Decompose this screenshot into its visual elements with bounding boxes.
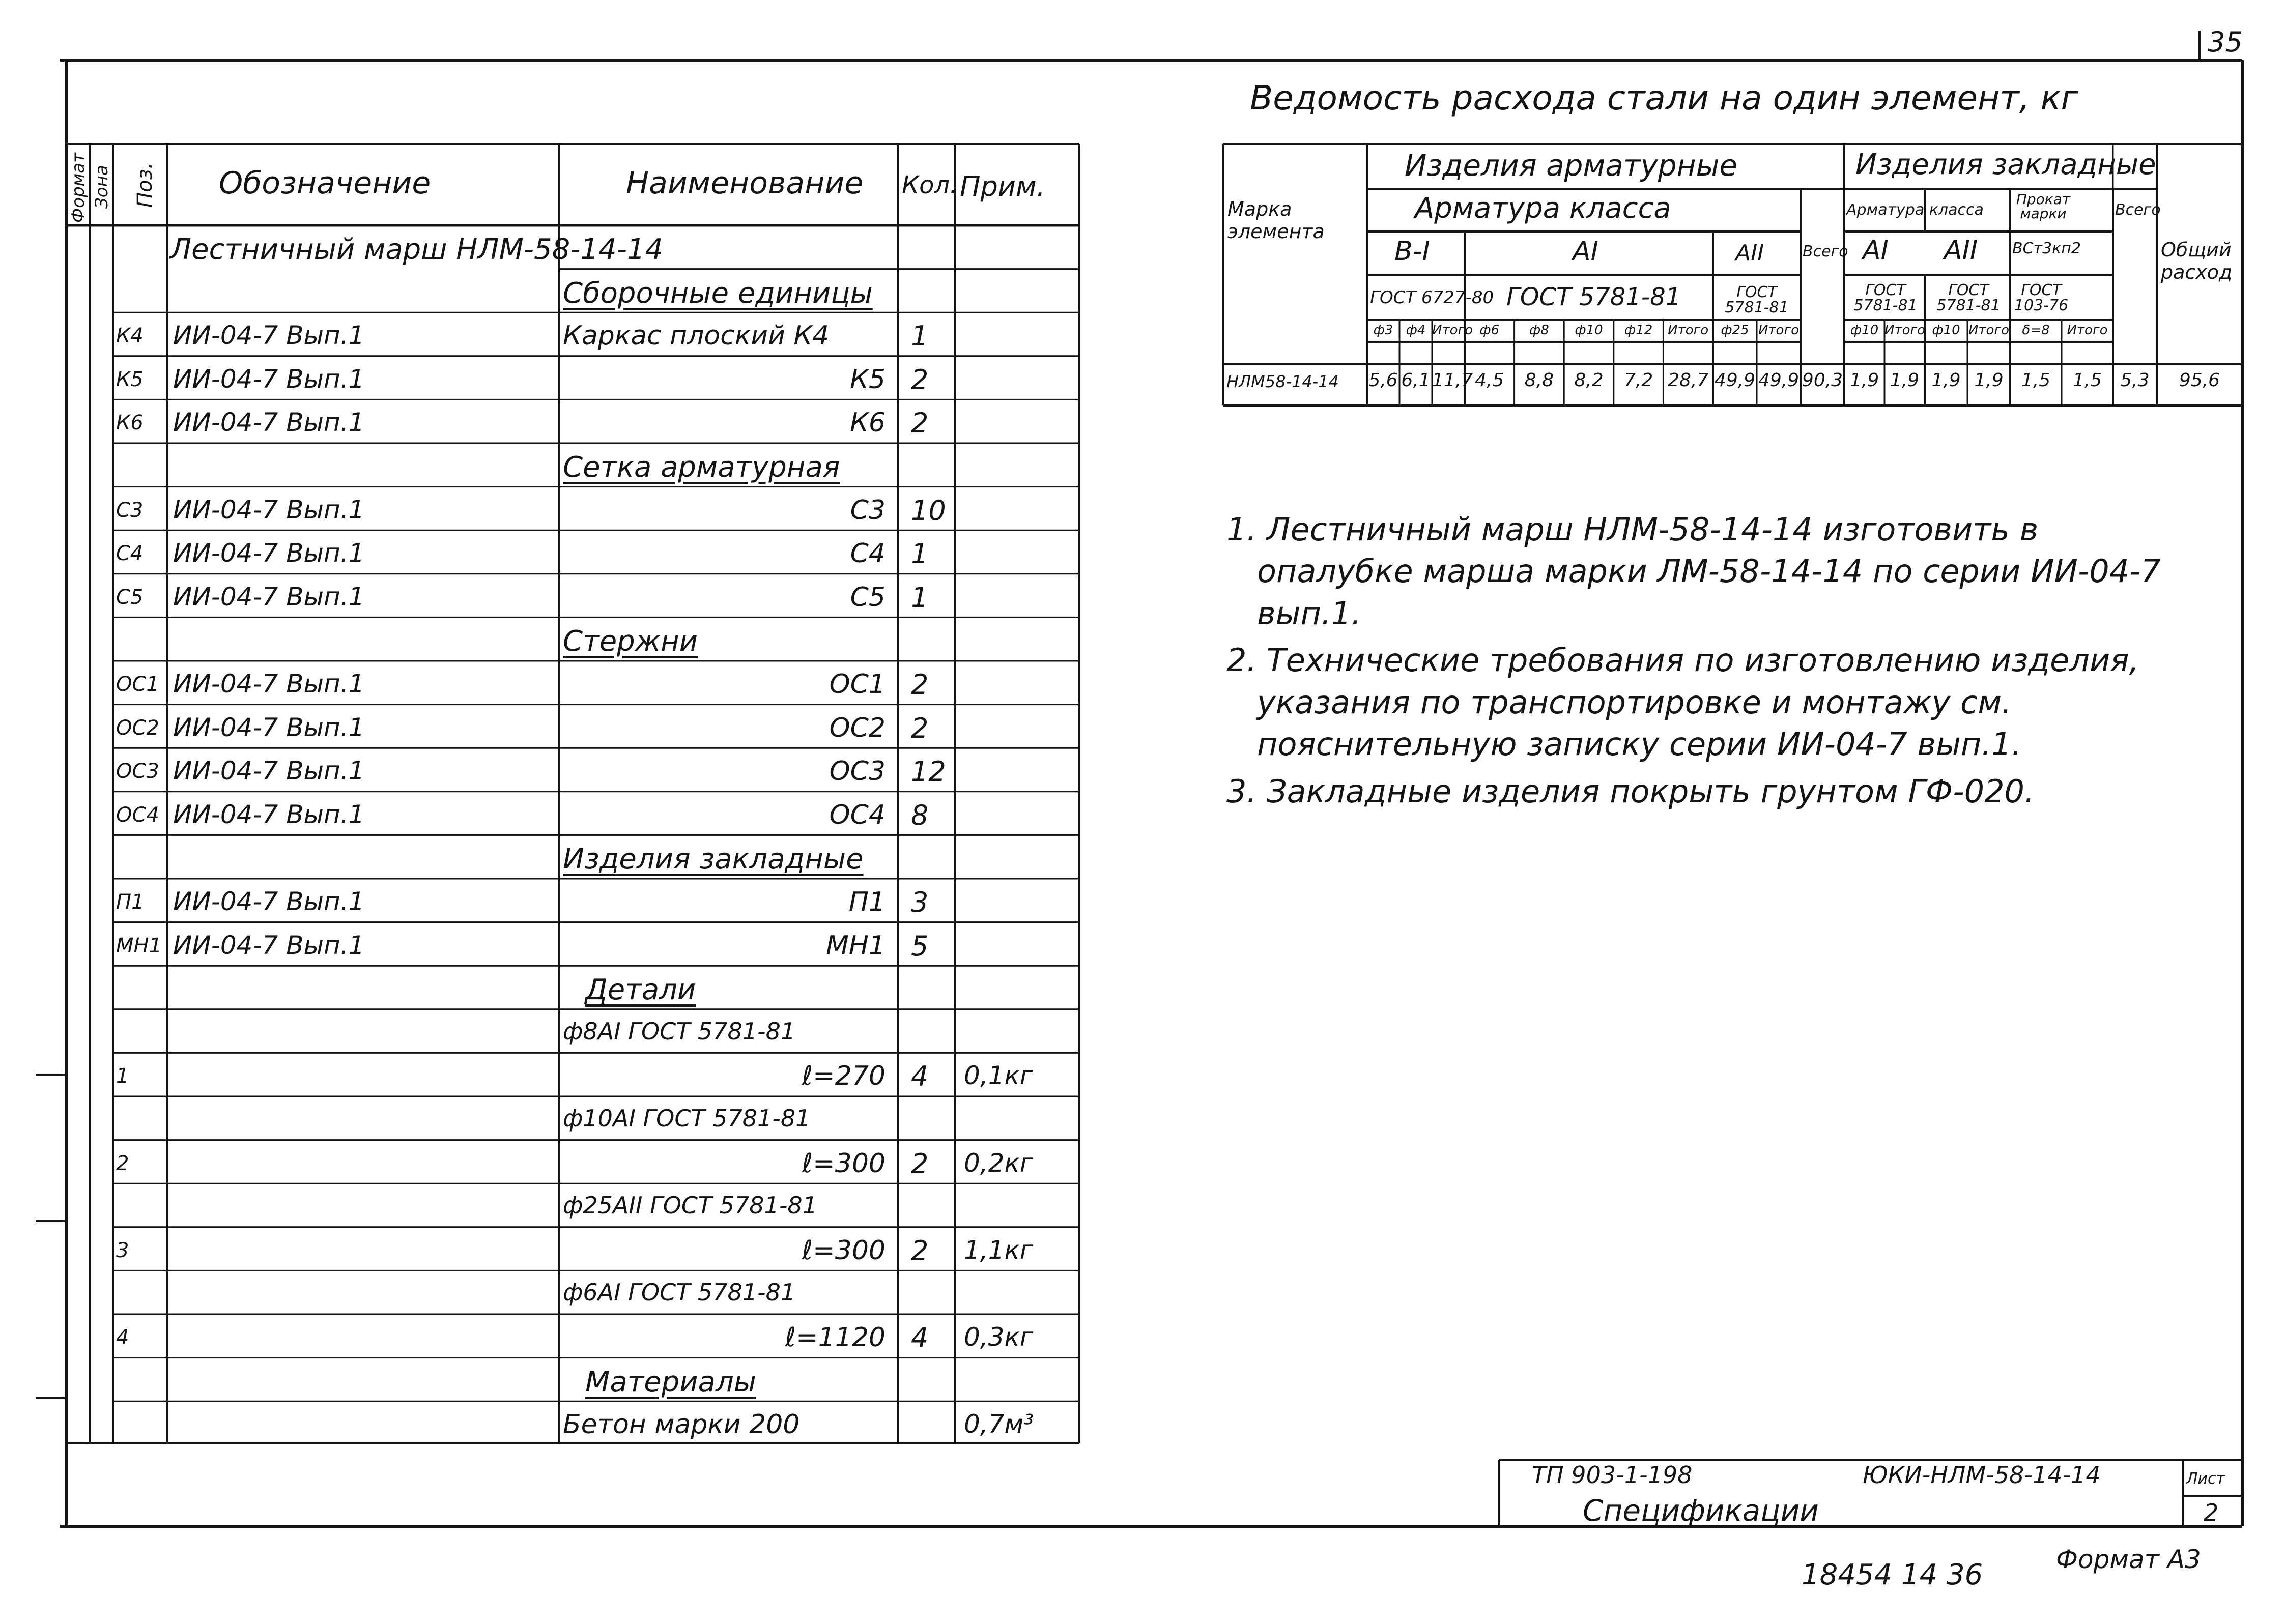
table-row: [0, 705, 1079, 748]
steel-subcolumn-label: ф10: [1932, 323, 1960, 338]
steel-value-cell: 1,5: [2021, 370, 2051, 391]
reinf-group-header: Изделия арматурные: [1405, 148, 1738, 183]
row-name: П1: [848, 887, 886, 917]
row-name: Сборочные единицы: [563, 276, 873, 310]
steel-value-cell: 7,2: [1623, 370, 1653, 391]
row-qty: 12: [911, 756, 946, 788]
sheet-number: 2: [2204, 1499, 2219, 1526]
row-note: 0,1кг: [964, 1061, 1033, 1091]
steel-subcolumn-label: Итого: [1758, 323, 1800, 338]
steel-subcolumn-label: Итого: [2067, 323, 2108, 338]
row-name: Изделия закладные: [563, 843, 864, 876]
steel-value-cell: 4,5: [1475, 370, 1504, 391]
note-1: 1. Лестничный марш НЛМ-58-14-14 изготовить в опалубке марша марки ЛМ-58-14-14 по серии ИИ-04-7 вып.1.: [1226, 511, 2161, 632]
row-qty: 1: [911, 581, 929, 614]
row-qty: 8: [911, 799, 929, 831]
table-row: [0, 487, 1079, 531]
table-row: [0, 1227, 1079, 1271]
row-qty: 5: [911, 930, 929, 962]
table-row: [0, 792, 1079, 835]
header-pos: Поз.: [133, 162, 157, 208]
project-number: ТП 903-1-198: [1532, 1461, 1693, 1489]
row-name: ℓ=270: [802, 1061, 886, 1092]
table-row: [0, 879, 1079, 922]
row-name: Материалы: [585, 1365, 756, 1399]
steel-subcolumn-label: ф10: [1575, 323, 1603, 338]
note-3: 3. Закладные изделия покрыть грунтом ГФ-020.: [1226, 772, 2035, 810]
std-b1: ГОСТ 6727-80: [1370, 287, 1494, 308]
steel-subcolumn-label: ф4: [1406, 323, 1426, 338]
row-qty: 2: [911, 1147, 929, 1180]
row-name: ОС4: [829, 799, 886, 830]
row-pos: С4: [116, 542, 144, 566]
row-qty: 4: [911, 1322, 929, 1354]
row-pos: К6: [116, 411, 144, 435]
format-label: Формат А3: [2056, 1545, 2201, 1574]
drawing-code: ЮКИ-НЛМ-58-14-14: [1863, 1461, 2101, 1489]
row-pos: П1: [116, 890, 145, 914]
table-row: [0, 312, 1079, 356]
class-a1: АI: [1573, 236, 1598, 267]
row-name: ОС2: [829, 712, 886, 743]
row-pos: МН1: [116, 934, 162, 958]
row-qty: 2: [911, 363, 929, 396]
row-qty: 3: [911, 886, 929, 918]
row-name: Детали: [585, 973, 696, 1007]
steel-subcolumn-label: ф3: [1373, 323, 1393, 338]
header-designation: Обозначение: [219, 165, 431, 201]
steel-value-cell: 1,9: [1974, 370, 2004, 391]
table-row: [0, 1270, 1079, 1314]
row-pos: С3: [116, 498, 144, 522]
row-name: С5: [850, 582, 886, 613]
table-row: [0, 1314, 1079, 1358]
row-note: 0,3кг: [964, 1322, 1033, 1352]
header-qty: Кол.: [902, 171, 958, 199]
steel-value-cell: 5,3: [2120, 370, 2150, 391]
row-name: ℓ=1120: [785, 1322, 886, 1353]
row-designation: Лестничный марш НЛМ-58-14-14: [170, 233, 664, 266]
table-row: [0, 399, 1079, 443]
row-name: ℓ=300: [802, 1235, 886, 1266]
row-qty: 2: [911, 669, 929, 701]
row-name: ф10АI ГОСТ 5781-81: [563, 1105, 811, 1132]
row-pos: К4: [116, 324, 144, 348]
row-designation: ИИ-04-7 Вып.1: [173, 756, 365, 786]
notes-block: [1226, 509, 2193, 813]
steel-value-cell: 90,3: [1802, 370, 1843, 391]
total-label: Всего: [1803, 243, 1848, 260]
std-a2: ГОСТ 5781-81: [1725, 283, 1789, 316]
rolled-label: Прокат марки: [2016, 191, 2071, 222]
steel-value-cell: 95,6: [2179, 370, 2220, 391]
steel-value-cell: 1,9: [1890, 370, 1920, 391]
table-row: [0, 225, 1079, 269]
steel-value-cell: 28,7: [1668, 370, 1709, 391]
row-name: С4: [850, 538, 886, 569]
row-name: Каркас плоский К4: [563, 321, 830, 352]
steel-value-cell: 49,9: [1714, 370, 1756, 391]
header-name: Наименование: [626, 165, 864, 201]
table-row: [0, 1358, 1079, 1402]
steel-subcolumn-label: ф8: [1529, 323, 1549, 338]
table-row: [0, 966, 1079, 1009]
row-pos: ОС4: [116, 803, 159, 827]
row-designation: ИИ-04-7 Вып.1: [173, 408, 365, 438]
steel-value-cell: 11,7: [1432, 370, 1473, 391]
steel-subcolumn-label: ф6: [1479, 323, 1500, 338]
overall-label: Общий расход: [2161, 239, 2233, 283]
row-name: С3: [850, 495, 886, 526]
row-pos: 3: [116, 1238, 129, 1262]
emb-std-a2: ГОСТ 5781-81: [1936, 281, 2001, 314]
row-pos: 1: [116, 1064, 129, 1088]
table-row: [0, 1401, 1079, 1445]
steel-subcolumn-label: ф10: [1850, 323, 1879, 338]
table-row: [0, 443, 1079, 487]
row-designation: ИИ-04-7 Вып.1: [173, 669, 365, 699]
row-name: ф6АI ГОСТ 5781-81: [563, 1279, 796, 1307]
row-qty: 2: [911, 712, 929, 744]
note-2: 2. Технические требования по изготовлению изделия, указания по транспортировке и монтажу см. пояснительную записку серии ИИ-04-7 вып.1.: [1226, 642, 2139, 763]
row-designation: ИИ-04-7 Вып.1: [173, 712, 365, 742]
row-pos: ОС2: [116, 716, 159, 740]
steel-subcolumn-label: Итого: [1668, 323, 1709, 338]
row-designation: ИИ-04-7 Вып.1: [173, 582, 365, 612]
header-note: Прим.: [960, 170, 1045, 202]
table-row: [0, 1096, 1079, 1140]
emb-total-label: Всего: [2115, 201, 2161, 219]
emb-steel: ВСт3кп2: [2012, 240, 2081, 257]
row-pos: ОС3: [116, 760, 159, 784]
table-row: [0, 617, 1079, 661]
steel-row-mark: НЛМ58-14-14: [1226, 372, 1339, 391]
element-mark-header: Марка элемента: [1227, 198, 1325, 243]
steel-value-cell: 8,8: [1524, 370, 1554, 391]
sheet-corner-number: 35: [2208, 26, 2243, 58]
row-name: ℓ=300: [802, 1148, 886, 1179]
header-format: Формат: [68, 153, 89, 223]
row-qty: 1: [911, 320, 929, 353]
steel-subcolumn-label: ф25: [1721, 323, 1749, 338]
steel-value-cell: 49,9: [1758, 370, 1800, 391]
doc-title: Спецификации: [1583, 1493, 1819, 1528]
embedded-class-header: Арматура класса: [1846, 201, 1984, 219]
steel-value-cell: 1,9: [1849, 370, 1879, 391]
row-name: ОС3: [829, 756, 886, 787]
row-designation: ИИ-04-7 Вып.1: [173, 799, 365, 829]
table-row: [0, 356, 1079, 400]
row-note: 0,2кг: [964, 1148, 1033, 1178]
archive-number: 18454 14 36: [1802, 1558, 1983, 1591]
row-name: К6: [849, 408, 886, 439]
emb-a2: АII: [1944, 235, 1978, 266]
row-name: ф8АI ГОСТ 5781-81: [563, 1017, 796, 1045]
row-designation: ИИ-04-7 Вып.1: [173, 538, 365, 568]
steel-subcolumn-label: ф12: [1624, 323, 1653, 338]
row-note: 1,1кг: [964, 1235, 1033, 1265]
steel-subcolumn-label: Итого: [1432, 323, 1473, 338]
steel-value-cell: 1,5: [2072, 370, 2102, 391]
class-a2: АII: [1735, 240, 1764, 266]
table-row: [0, 835, 1079, 879]
row-qty: 10: [911, 494, 946, 527]
steel-value-cell: 1,9: [1931, 370, 1961, 391]
std-a1: ГОСТ 5781-81: [1506, 283, 1681, 311]
steel-table-grid: [1223, 144, 2242, 405]
steel-subcolumn-label: Итого: [1884, 323, 1926, 338]
row-pos: 2: [116, 1151, 129, 1175]
row-designation: ИИ-04-7 Вып.1: [173, 495, 365, 525]
row-pos: 4: [116, 1326, 129, 1349]
row-qty: 4: [911, 1060, 929, 1093]
table-row: [0, 1053, 1079, 1096]
steel-value-cell: 5,6: [1368, 370, 1398, 391]
row-note: 0,7м³: [964, 1409, 1034, 1439]
emb-std-steel: ГОСТ 103-76: [2014, 281, 2069, 314]
row-designation: ИИ-04-7 Вып.1: [173, 364, 365, 394]
row-designation: ИИ-04-7 Вып.1: [173, 930, 365, 960]
class-b1: В-I: [1394, 236, 1430, 267]
embedded-group-header: Изделия закладные: [1855, 148, 2156, 181]
row-name: Стержни: [563, 625, 698, 658]
row-qty: 1: [911, 538, 929, 570]
table-row: [0, 1140, 1079, 1184]
steel-subcolumn-label: δ=8: [2022, 323, 2050, 338]
row-name: Сетка арматурная: [563, 451, 840, 484]
steel-table-title: Ведомость расхода стали на один элемент, кг: [1250, 78, 2079, 118]
row-name: К5: [849, 364, 886, 395]
sheet-label: Лист: [2186, 1470, 2225, 1488]
steel-value-cell: 8,2: [1574, 370, 1604, 391]
table-row: [0, 574, 1079, 618]
table-row: [0, 748, 1079, 792]
emb-std-a1: ГОСТ 5781-81: [1853, 281, 1918, 314]
table-row: [0, 269, 1079, 313]
row-qty: 2: [911, 1234, 929, 1267]
row-designation: ИИ-04-7 Вып.1: [173, 321, 365, 351]
reinf-class-header: Арматура класса: [1415, 192, 1671, 225]
emb-a1: АI: [1863, 235, 1889, 266]
row-name: ф25АII ГОСТ 5781-81: [563, 1192, 817, 1220]
table-row: [0, 922, 1079, 966]
row-name: Бетон марки 200: [563, 1409, 800, 1440]
steel-subcolumn-label: Итого: [1968, 323, 2010, 338]
row-pos: ОС1: [116, 673, 159, 696]
table-row: [0, 1183, 1079, 1227]
row-qty: 2: [911, 407, 929, 440]
header-zone: Зона: [92, 165, 112, 209]
table-row: [0, 530, 1079, 574]
steel-value-cell: 6,1: [1401, 370, 1431, 391]
row-pos: К5: [116, 367, 144, 391]
row-name: ОС1: [829, 669, 886, 700]
row-designation: ИИ-04-7 Вып.1: [173, 887, 365, 916]
row-pos: С5: [116, 585, 144, 609]
table-row: [0, 661, 1079, 705]
row-name: МН1: [825, 930, 886, 961]
table-row: [0, 1009, 1079, 1053]
